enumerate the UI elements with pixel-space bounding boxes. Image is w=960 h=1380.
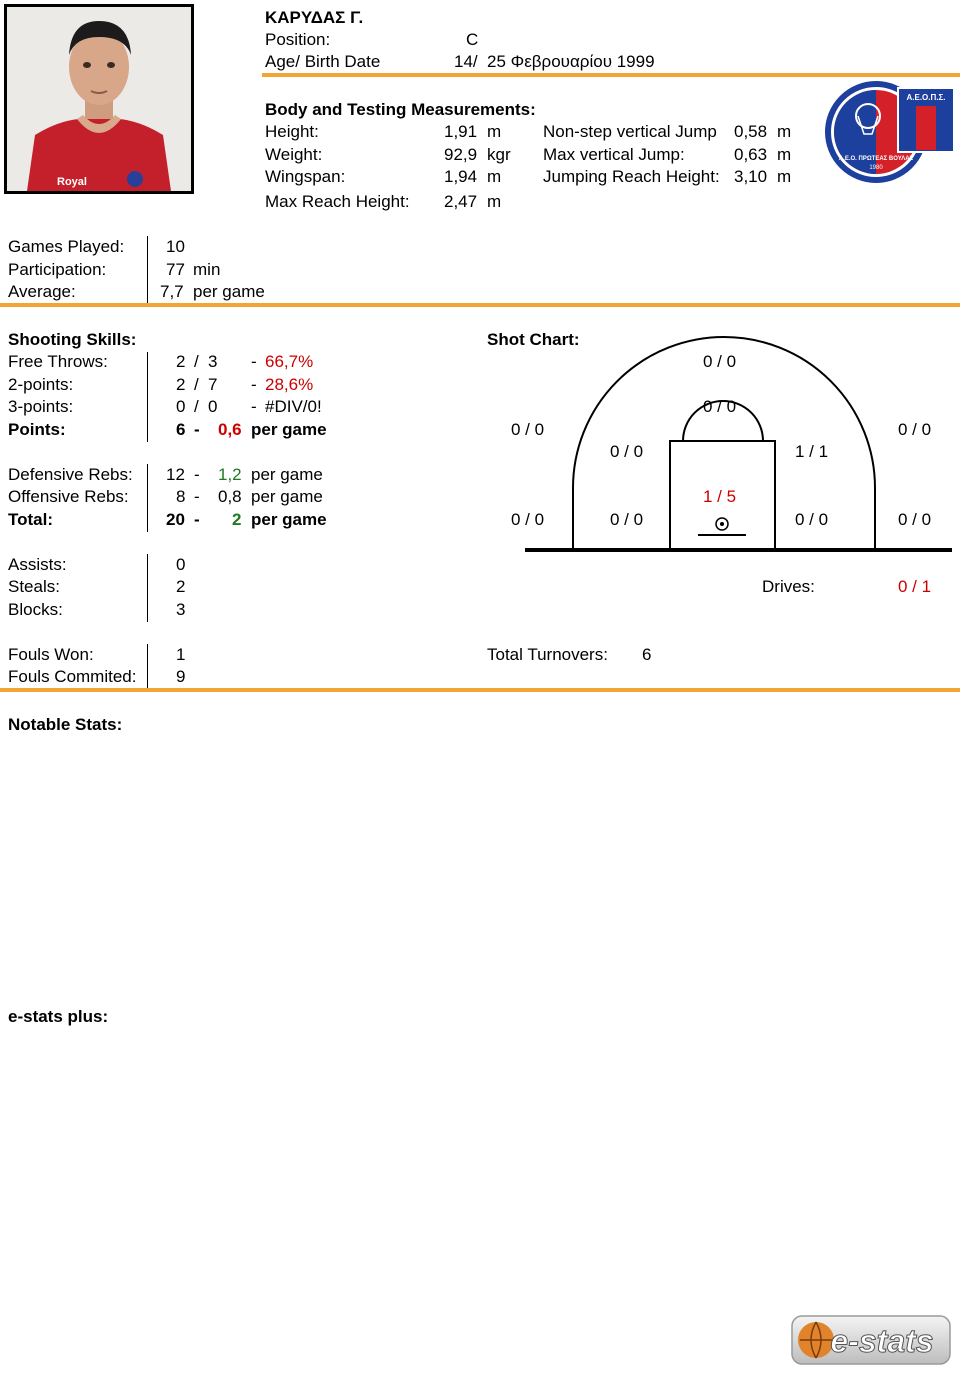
jrh-label: Jumping Reach Height: [543, 167, 720, 186]
total-rebs-unit: per game [251, 510, 327, 529]
weight-value: 92,9 [444, 145, 478, 164]
p3-pct: #DIV/0! [265, 397, 322, 416]
mvj-value: 0,63 [734, 145, 768, 164]
points-unit: per game [251, 420, 327, 439]
age-label: Age/ Birth Date [265, 52, 381, 71]
shooting-title: Shooting Skills: [8, 330, 137, 349]
position-value: C [466, 30, 479, 49]
points-value: 6 [176, 420, 186, 439]
position-label: Position: [265, 30, 331, 49]
steals-value: 2 [176, 577, 186, 596]
participation-value: 77 [166, 260, 185, 279]
games-played-label: Games Played: [8, 237, 125, 256]
p3-made: 0 [176, 397, 186, 416]
points-avg: 0,6 [218, 420, 242, 439]
def-rebs-label: Defensive Rebs: [8, 465, 133, 484]
def-rebs-avg: 1,2 [218, 465, 242, 484]
steals-label: Steals: [8, 577, 60, 596]
mvj-label: Max vertical Jump: [543, 145, 685, 164]
logo-top-text: Α.Ε.Ο.Π.Σ. [906, 93, 946, 102]
age-value: 14/ [454, 52, 478, 71]
wingspan-unit: m [487, 167, 502, 186]
fouls-won-value: 1 [176, 645, 186, 664]
estats-logo [790, 1312, 952, 1368]
reach-value: 2,47 [444, 192, 478, 211]
fouls-comm-label: Fouls Commited: [8, 667, 137, 686]
def-rebs-unit: per game [251, 465, 323, 484]
zone-top-key: 0 / 0 [703, 397, 737, 416]
assists-label: Assists: [8, 555, 67, 574]
average-label: Average: [8, 282, 76, 301]
p2-pct: 28,6% [265, 375, 314, 394]
fouls-comm-value: 9 [176, 667, 186, 686]
zone-right-corner-three: 0 / 0 [898, 510, 932, 529]
mvj-unit: m [777, 145, 792, 164]
jersey-text: Royal [57, 176, 87, 188]
off-rebs-avg: 0,8 [218, 487, 242, 506]
off-rebs-unit: per game [251, 487, 323, 506]
shot-chart-title: Shot Chart: [487, 330, 580, 349]
participation-label: Participation: [8, 260, 107, 279]
reach-unit: m [487, 192, 502, 211]
blocks-label: Blocks: [8, 600, 63, 619]
participation-unit: min [193, 260, 221, 279]
zone-left-baseline: 0 / 0 [610, 510, 644, 529]
p2-att: 7 [208, 375, 218, 394]
reach-label: Max Reach Height: [265, 192, 410, 211]
estats-plus-title: e-stats plus: [8, 1007, 109, 1026]
def-rebs-value: 12 [166, 465, 185, 484]
logo-year: 1980 [869, 165, 883, 171]
blocks-value: 3 [176, 600, 186, 619]
p3-att: 0 [208, 397, 218, 416]
p2-made: 2 [176, 375, 186, 394]
assists-value: 0 [176, 555, 186, 574]
wingspan-value: 1,94 [444, 167, 478, 186]
average-value: 7,7 [160, 282, 184, 301]
weight-label: Weight: [265, 145, 323, 164]
p2-label: 2-points: [8, 375, 74, 394]
zone-top-three: 0 / 0 [703, 352, 737, 371]
ft-made: 2 [176, 352, 186, 371]
drives-value: 0 / 1 [898, 577, 932, 596]
nsvj-value: 0,58 [734, 122, 768, 141]
turnovers-value: 6 [642, 645, 652, 664]
off-rebs-value: 8 [176, 487, 186, 506]
height-unit: m [487, 122, 502, 141]
drives-label: Drives: [762, 577, 815, 596]
wingspan-label: Wingspan: [265, 167, 346, 186]
turnovers-label: Total Turnovers: [487, 645, 608, 664]
total-rebs-avg: 2 [232, 510, 242, 529]
average-unit: per game [193, 282, 265, 301]
zone-right-mid: 1 / 1 [795, 442, 829, 461]
off-rebs-label: Offensive Rebs: [8, 487, 129, 506]
nsvj-unit: m [777, 122, 792, 141]
zone-paint: 1 / 5 [703, 487, 737, 506]
points-label: Points: [8, 420, 66, 439]
nsvj-label: Non-step vertical Jump [543, 122, 717, 141]
total-rebs-value: 20 [166, 510, 185, 529]
ft-label: Free Throws: [8, 352, 108, 371]
jrh-unit: m [777, 167, 792, 186]
zone-left-wing-three: 0 / 0 [511, 420, 545, 439]
zone-right-baseline: 0 / 0 [795, 510, 829, 529]
jrh-value: 3,10 [734, 167, 768, 186]
birth-date: 25 Φεβρουαρίου 1999 [487, 52, 655, 71]
total-rebs-label: Total: [8, 510, 54, 529]
estats-logo-text: e-stats [830, 1323, 934, 1359]
zone-right-wing-three: 0 / 0 [898, 420, 932, 439]
games-played-value: 10 [166, 237, 185, 256]
player-name: ΚΑΡΥΔΑΣ Γ. [265, 8, 364, 27]
logo-bottom-text: Α.Ε.Ο. ΠΡΩΤΕΑΣ ΒΟΥΛΑΣ [838, 156, 914, 162]
height-label: Height: [265, 122, 319, 141]
height-value: 1,91 [444, 122, 478, 141]
zone-left-corner-three: 0 / 0 [511, 510, 545, 529]
zone-left-mid: 0 / 0 [610, 442, 644, 461]
ft-att: 3 [208, 352, 218, 371]
weight-unit: kgr [487, 145, 511, 164]
ft-pct: 66,7% [265, 352, 314, 371]
measurements-title: Body and Testing Measurements: [265, 100, 536, 119]
notable-stats-title: Notable Stats: [8, 715, 123, 734]
fouls-won-label: Fouls Won: [8, 645, 94, 664]
p3-label: 3-points: [8, 397, 74, 416]
